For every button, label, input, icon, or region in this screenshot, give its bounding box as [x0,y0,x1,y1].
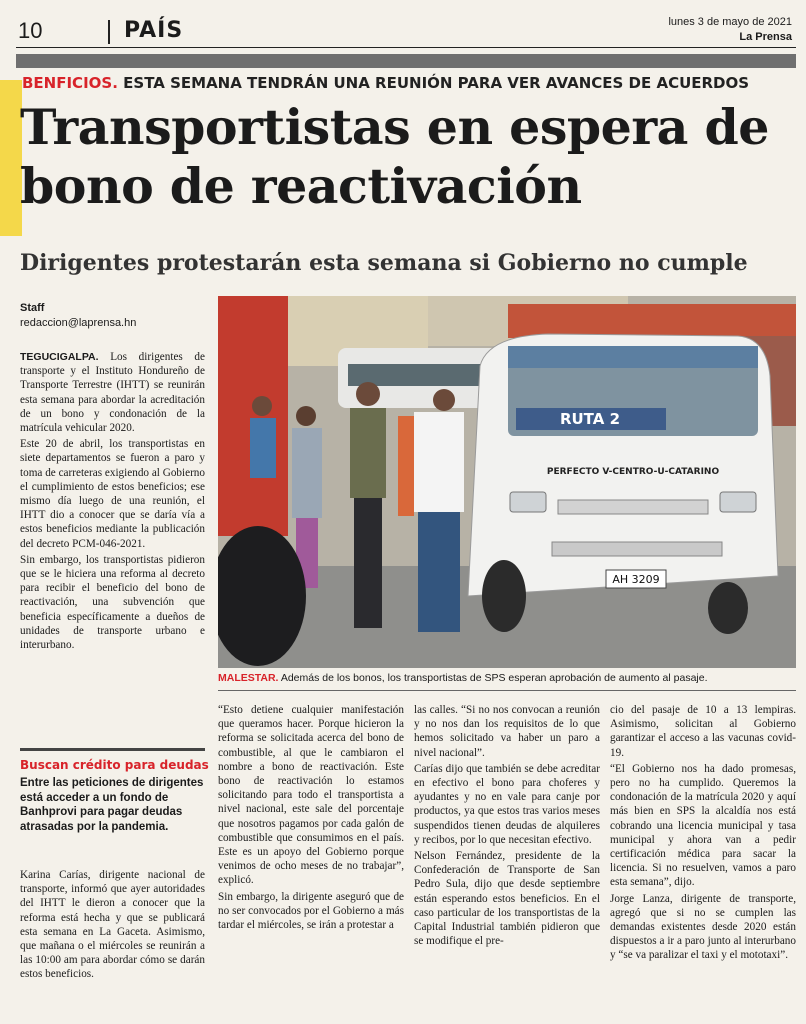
license-plate: AH 3209 [612,573,660,586]
caption-text: Además de los bonos, los transportistas de SPS esperan aprobación de aumento al pasaje. [280,672,708,684]
paragraph: Sin embargo, la dirigente aseguró que de no ser convocados por el Gobierno a más tardar el miércoles, se irán a protestar a [218,890,404,932]
sidebar-rule [20,748,205,751]
paragraph: “Esto detiene cualquier manifestación que queramos hacer. Porque hicieron la reforma se solicitada acerca del bono de combustible, al que le cambiaron el nombre a bono de reactivación. Este bono de reactivación lo estamos solicitando para todo el transportista a nivel nacional, este sale del porcentaje que nosotros pagamos por cada galón de combustible que consumimos en el país. Este es un apoyo del Gobierno porque venimos de ocho meses de no trabajar”, explicó. [218,704,404,887]
page-header [16,14,796,48]
paragraph: “El Gobierno nos ha dado promesas, pero no ha cumplido. Queremos la condonación de la matrícula 2020 y aquí más bien en SPS la alcaldía nos está cobrando una licencia municipal y tasa municipal y ahora van a pedir certificación médica para sacar la licencia. Si no resuelven, vamos a paro esta semana”, dijo. [610,762,796,889]
bus-route-sign: RUTA 2 [559,410,621,428]
article-column-1 [20,350,205,654]
paragraph: Karina Carías, dirigente nacional de transporte, informó que ayer autoridades del IHTT le dieron a conocer que la reforma está hecha y que se publicará esta semana en La Gaceta. Asimismo, que mañana o el miércoles se reunirán a las 10:00 am para abordar cómo se darán estos beneficios. [20,869,205,981]
bus-route-text: PERFECTO V-CENTRO-U-CATARINO [546,467,720,477]
kicker-text: ESTA SEMANA TENDRÁN UNA REUNIÓN PARA VER AVANCES DE ACUERDOS [123,74,750,92]
news-photo [218,296,796,668]
byline-email: redaccion@laprensa.hn [20,317,137,329]
kicker-tag: BENFICIOS. [22,74,118,92]
photo-caption [218,672,796,684]
headline: Transportistas en espera de bono de reactivación [20,98,769,215]
paragraph-text: Los dirigentes de transporte y el Instituto Hondureño de Transporte Terrestre (IHTT) se reunirán esta semana para abordar la acreditación de un bono y condonación de la matrícula vehicular 2020. [20,351,205,435]
dateline: TEGUCIGALPA. [20,351,99,363]
caption-tag: MALESTAR. [218,672,279,684]
paragraph: Carías dijo que también se debe acreditar en efectivo el bono para choferes y ayudantes y no en vale para canje por productos, ya que estos tras varios meses suspendidos tienen deudas de alquileres y recibos, por lo que necesitan efectivo. [414,762,600,846]
sidebar-lead: Entre las peticiones de dirigentes está acceder a un fondo de Banhprovi para pagar deudas atrasadas por la pandemia. [20,777,204,833]
page-number: 10 [18,18,43,43]
article-column-2 [218,703,404,934]
paragraph: Nelson Fernández, presidente de la Confederación de Transporte de San Pedro Sula, dijo que desde septiembre están esperando estos beneficios. En el caso particular de los transportistas de la Capital Industrial también pidieron que se modifique el pre- [414,850,600,948]
article-column-3 [414,703,600,950]
paragraph [20,350,205,435]
header-rule [16,54,796,68]
paragraph: Jorge Lanza, dirigente de transporte, agregó que si no se cumplen las demandas existentes desde 2020 están dispuestos a ir a paro junto al interurbano y “se va paralizar el taxi y el mototaxi”. [610,892,796,962]
kicker [22,74,749,92]
paragraph: Este 20 de abril, los transportistas en siete departamentos se fueron a paro y toma de carreteras exigiendo al Gobierno el cumplimiento de estos beneficios; ese mismo día luego de una reunión, el IHTT dio a conocer que se daría vía a estos beneficios mediante la publicación del decreto PCM-046-2021. [20,438,205,550]
byline-author: Staff [20,302,45,314]
section-name: PAÍS [124,18,184,43]
bus-photo-illustration [218,296,796,668]
paragraph: las calles. “Si no nos convocan a reunión y no nos dan los requisitos de lo que hemos solicitado va haber un paro a nivel nacional”. [414,704,600,759]
caption-rule [218,690,796,691]
sidebar-title: Buscan crédito para deudas [20,758,209,772]
header-divider [108,20,110,44]
paragraph: cio del pasaje de 10 a 13 lempiras. Asimismo, solicitan al Gobierno garantizar el acceso a las vacunas covid-19. [610,704,796,759]
issue-date: lunes 3 de mayo de 2021 [668,16,792,28]
article-column-4 [610,703,796,965]
subheadline: Dirigentes protestarán esta semana si Gobierno no cumple [20,250,748,276]
paragraph: Sin embargo, los transportistas pidieron que se le hiciera una reforma al decreto para recibir el beneficio del bono de reactivación, una subvención que beneficia específicamente a dueños de unidades de transporte urbano e interurbano. [20,553,205,652]
sidebar-body [20,868,205,984]
highlight-marker [0,80,22,236]
newspaper-name: La Prensa [739,31,792,43]
